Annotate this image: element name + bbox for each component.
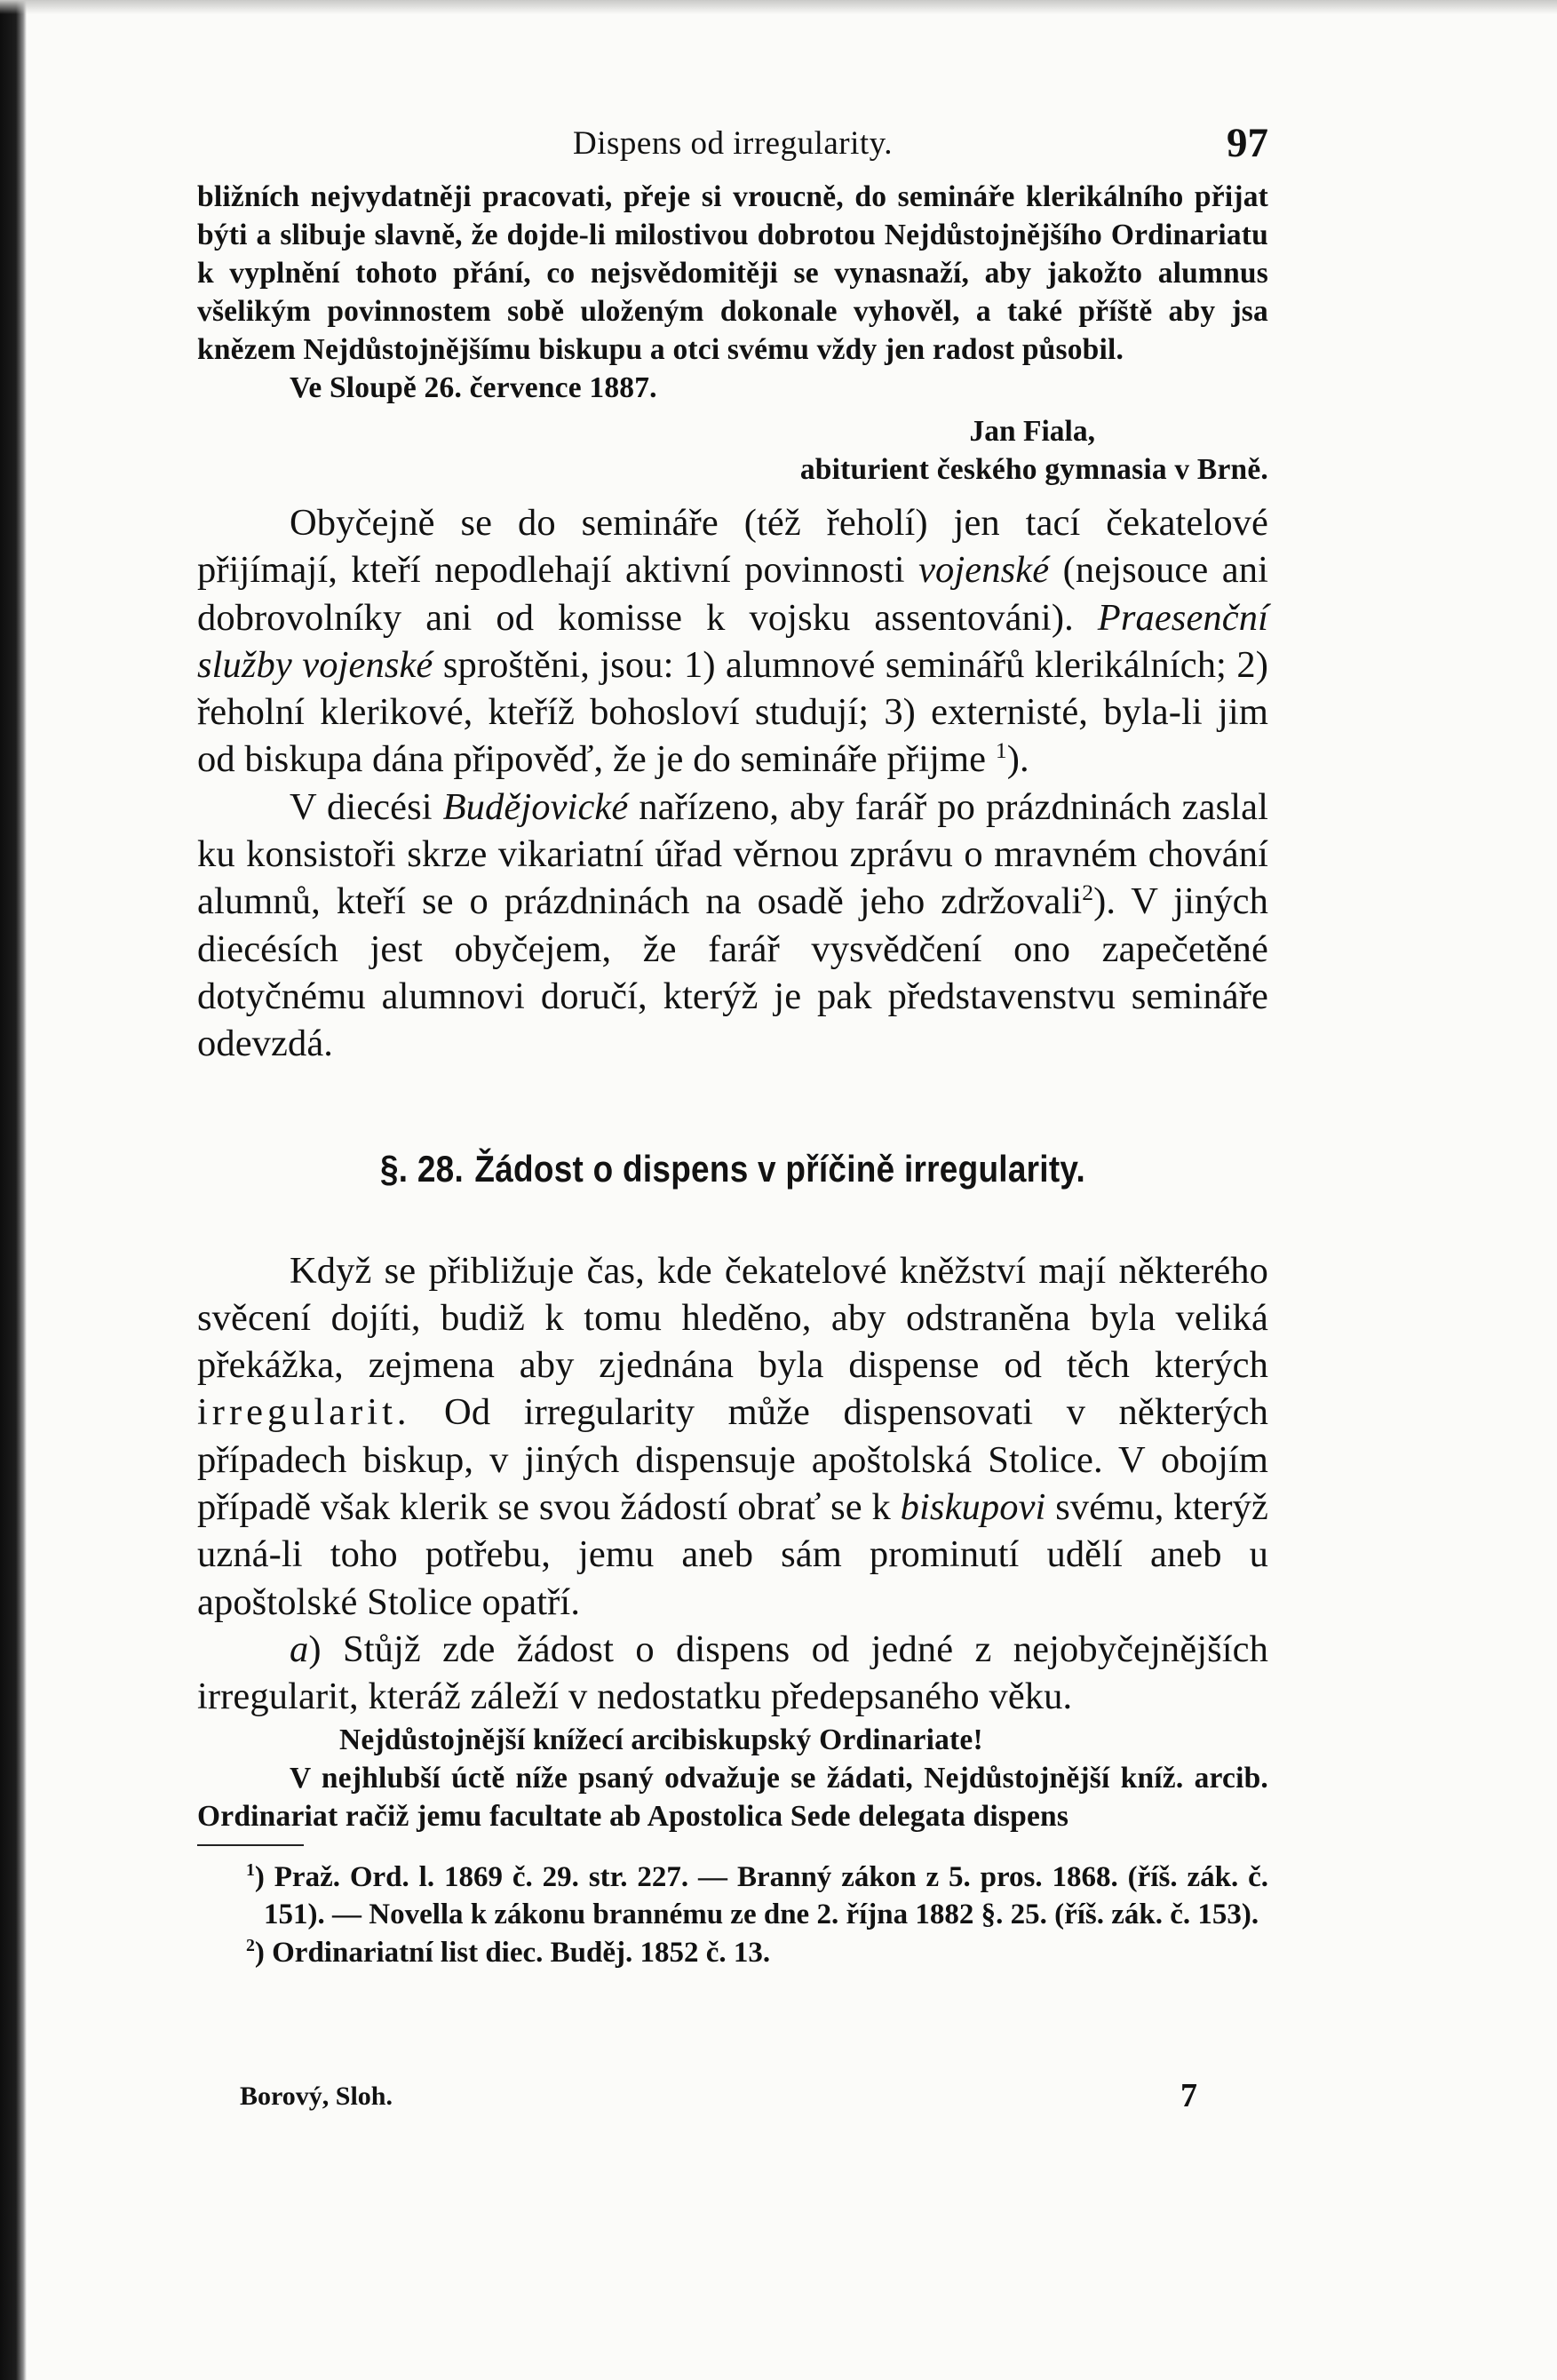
text-run: ) Stůjž zde žádost o dispens od jedné z nejobyčejnějších irregularit, kteráž záleží v nedostatku předepsaného věku. [197, 1628, 1268, 1718]
text-run: Když se přibližuje čas, kde čekatelové kněžství mají některého svěcení dojíti, budiž k tomu hleděno, aby odstraněna byla veliká překážka, zejmena aby zjednána byla dispense od těch kterých [197, 1249, 1268, 1387]
text-run: svému, kterýž uzná-li toho potřebu, jemu aneb sám prominutí udělí aneb u apoštolské Stolice opatří. [197, 1486, 1268, 1623]
letter-signature-name: Jan Fiala, [969, 415, 1095, 448]
text-run: Od irregularity může dispensovati v některých případech biskup, v jiných dispensuje apoštolská Stolice. V obojím případě však klerik se svou žádostí obrať se k [197, 1391, 1268, 1529]
scan-shadow-top [0, 0, 1557, 14]
footnote-text: ) Ordinariatní list diec. Buděj. 1852 č. 13. [254, 1936, 771, 1969]
page-footer [240, 2077, 1197, 2126]
section-number: §. 28. [379, 1147, 465, 1190]
footer-author: Borový, Sloh. [240, 2082, 393, 2111]
text-run: V diecési [290, 785, 443, 828]
footnote-1 [197, 1859, 1268, 1934]
footnote-2 [197, 1934, 1268, 1972]
paragraph-dispens [197, 1247, 1268, 1626]
paragraph-diocese [197, 784, 1268, 1068]
paragraph-military [197, 499, 1268, 784]
text-run: Obyčejně se do semináře (též řeholí) jen tací čekatelové přijímají, kteří nepodlehají aktivní povinnosti [197, 502, 1268, 592]
scan-border [0, 0, 27, 2380]
running-head [197, 117, 1268, 167]
signature-mark: 7 [1180, 2077, 1197, 2114]
list-marker: a [290, 1628, 309, 1670]
section-title: Žádost o dispens v příčině irregularity. [474, 1147, 1086, 1190]
text-run: nařízeno, aby farář po prázdninách zaslal ku konsistoři skrze vikariatní úřad věrnou zprávu o mravném chování alumnů, kteří se o prázdninách na osadě jeho zdržovali [197, 785, 1268, 923]
footnote-mark: 2 [246, 1935, 255, 1955]
italic-run: vojenské [918, 549, 1050, 592]
request-salutation: Nejdůstojnější knížecí arcibiskupský Ordinariate! [339, 1723, 983, 1756]
footnote-mark: 1 [246, 1859, 255, 1880]
footnote-ref: 1 [995, 737, 1007, 764]
text-run: ). V jiných diecésích jest obyčejem, že farář vysvědčení ono zapečetěné dotyčnému alumnovi doručí, kterýž je pak představenstvu semináře odevzdá. [197, 880, 1268, 1065]
section-heading [261, 1148, 1203, 1190]
request-text: V nejhlubší úctě níže psaný odvažuje se žádati, Nejdůstojnější kníž. arcib. Ordinariat račiž jemu facultate ab Apostolica Sede delegata dispens [197, 1761, 1268, 1833]
footnote-ref: 2 [1082, 880, 1094, 906]
letter-place-date: Ve Sloupě 26. července 1887. [290, 371, 657, 404]
footnote-text: ) Praž. Ord. l. 1869 č. 29. str. 227. — Branný zákon z 5. pros. 1868. (říš. zák. č. 151). — Novella k zákonu brannému ze dne 2. října 1882 §. 25. (říš. zák. č. 153). [254, 1860, 1268, 1931]
text-run: sproštěni, jsou: 1) alumnové seminářů klerikálních; 2) řeholní klerikové, kteříž bohosloví studují; 3) externisté, byla-li jim od biskupa dána připověď, že je do semináře přijme [197, 643, 1268, 781]
text-run: ). [1006, 738, 1029, 781]
running-title: Dispens od irregularity. [573, 125, 893, 162]
spaced-run: irregularit. [197, 1391, 411, 1434]
page-content [197, 178, 1268, 1971]
footnote-rule [197, 1844, 304, 1846]
italic-run: Praesenční služby vojenské [197, 596, 1268, 686]
paragraph-example [197, 1626, 1268, 1721]
page-number: 97 [1227, 120, 1268, 166]
letter-paragraph: bližních nejvydatněji pracovati, přeje si vroucně, do semináře klerikálního přijat býti a slibuje slavně, že dojde-li milostivou dobrotou Nejdůstojnějšího Ordinariatu k vyplnění tohoto přání, co nejsvědomitěji se vynasnaží, aby jakožto alumnus všelikým povinnostem sobě uloženým dokonale vyhověl, a také příště aby jsa knězem Nejdůstojnějšímu biskupu a otci svému vždy jen radost působil. [197, 180, 1268, 366]
letter-signature-title: abiturient českého gymnasia v Brně. [799, 453, 1268, 486]
text-run: (nejsouce ani dobrovolníky ani od komisse k vojsku assentováni). [197, 549, 1269, 639]
italic-run: Budějovické [442, 785, 629, 828]
italic-run: biskupovi [900, 1486, 1046, 1529]
